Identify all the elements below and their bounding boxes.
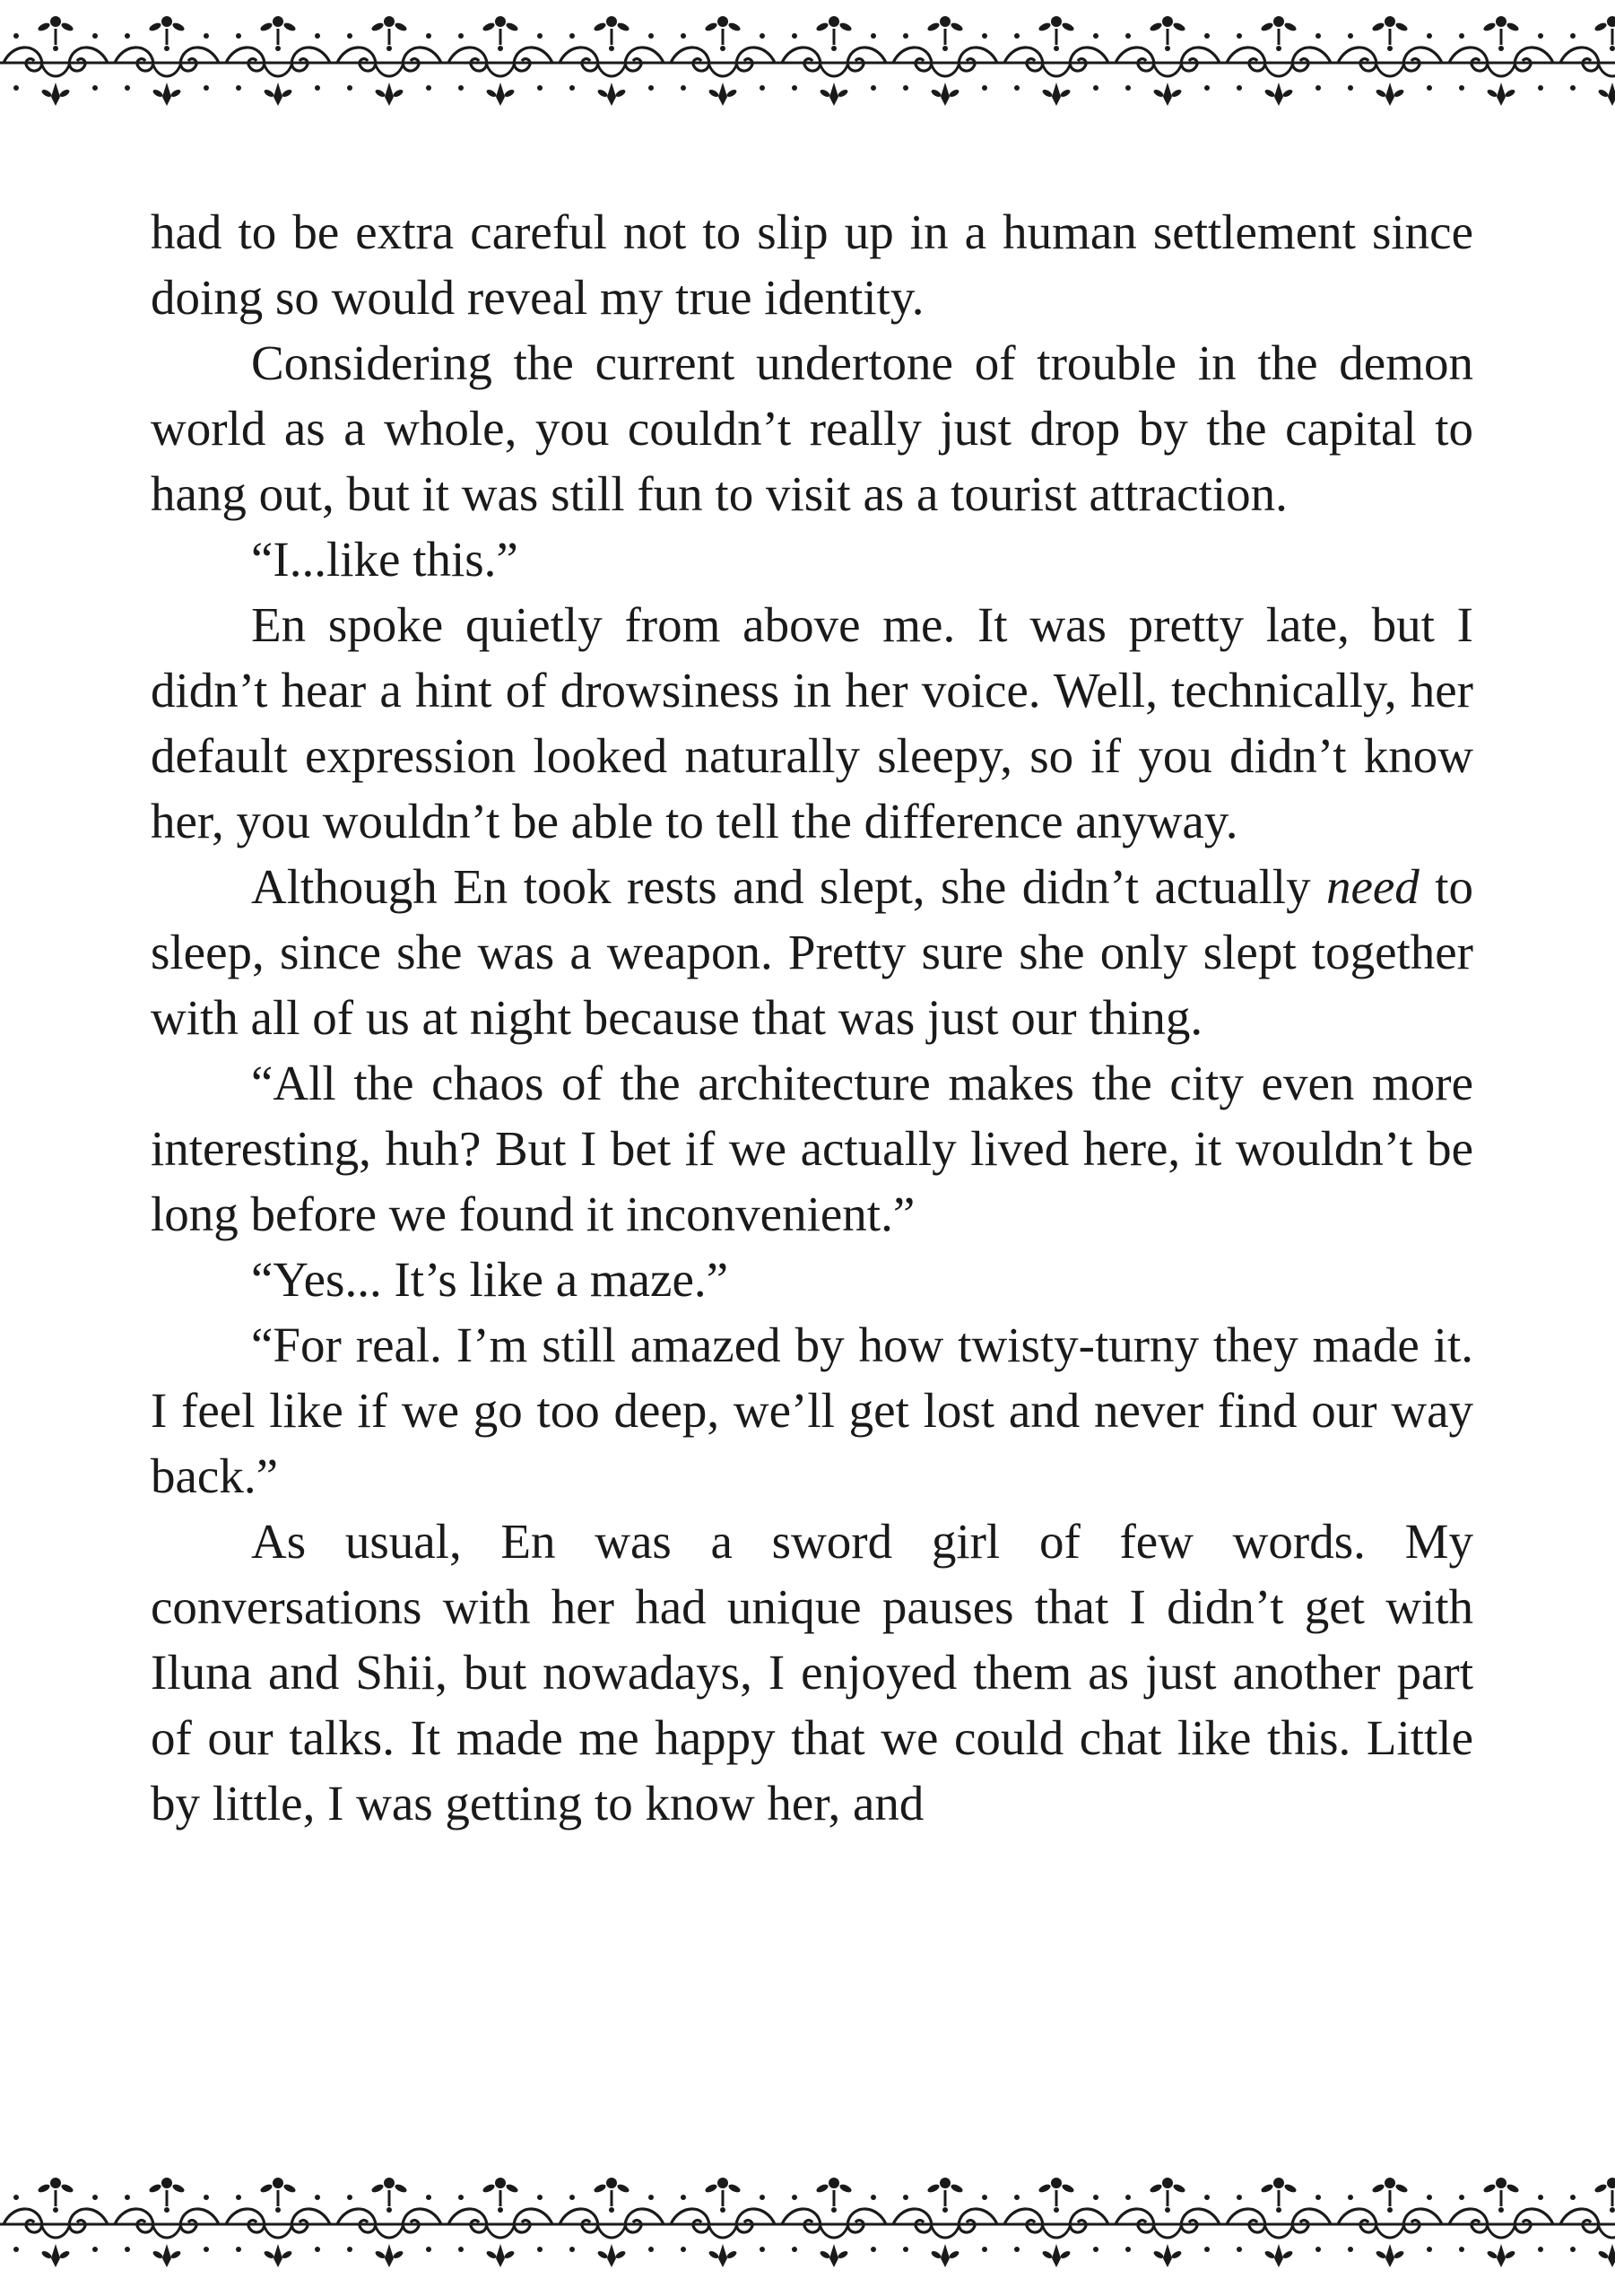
paragraph-8: “For real. I’m still amazed by how twisty-turny they made it. I feel like if we go too deep, we’ll get lost and never find our way back.” [151,1318,1473,1503]
bottom-ornament-svg [0,2161,1615,2296]
paragraph-6: “All the chaos of the architecture makes the city even more interesting, huh? But I bet if we actually lived here, it wouldn’t be long before we found it inconvenient.” [151,1056,1473,1241]
paragraph-7: “Yes... It’s like a maze.” [251,1252,729,1307]
paragraph-2: Considering the current undertone of trouble in the demon world as a whole, you couldn’t really just drop by the capital to hang out, but it was still fun to visit as a tourist attraction. [151,335,1473,521]
page-body [151,199,1473,1836]
ornamental-border-icon [0,2161,1615,2296]
paragraph-9: As usual, En was a sword girl of few words. My conversations with her had unique pauses that I didn’t get with Iluna and Shii, but nowadays, I enjoyed them as just another part of our talks. It made me happy that we could chat like this. Little by little, I was getting to know her, and [151,1514,1473,1831]
paragraph-5-emphasis: need [1325,859,1420,914]
top-ornament-svg [0,0,1615,135]
paragraph-1: had to be extra careful not to slip up in a human settlement since doing so would reveal my true identity. [151,204,1473,325]
paragraph-5-before: Although En took rests and slept, she didn’t actually [251,859,1326,914]
paragraph-5-after: to sleep, since she was a weapon. Pretty sure she only slept together with all of us at night because that was just our thing. [151,859,1474,1045]
paragraph-4: En spoke quietly from above me. It was pretty late, but I didn’t hear a hint of drowsiness in her voice. Well, technically, her default expression looked naturally sleepy, so if you didn’t know her, you wouldn’t be able to tell the difference anyway. [151,597,1473,848]
ornamental-border-icon [0,0,1615,135]
paragraph-5 [151,854,1473,1050]
paragraph-3: “I...like this.” [251,532,518,587]
